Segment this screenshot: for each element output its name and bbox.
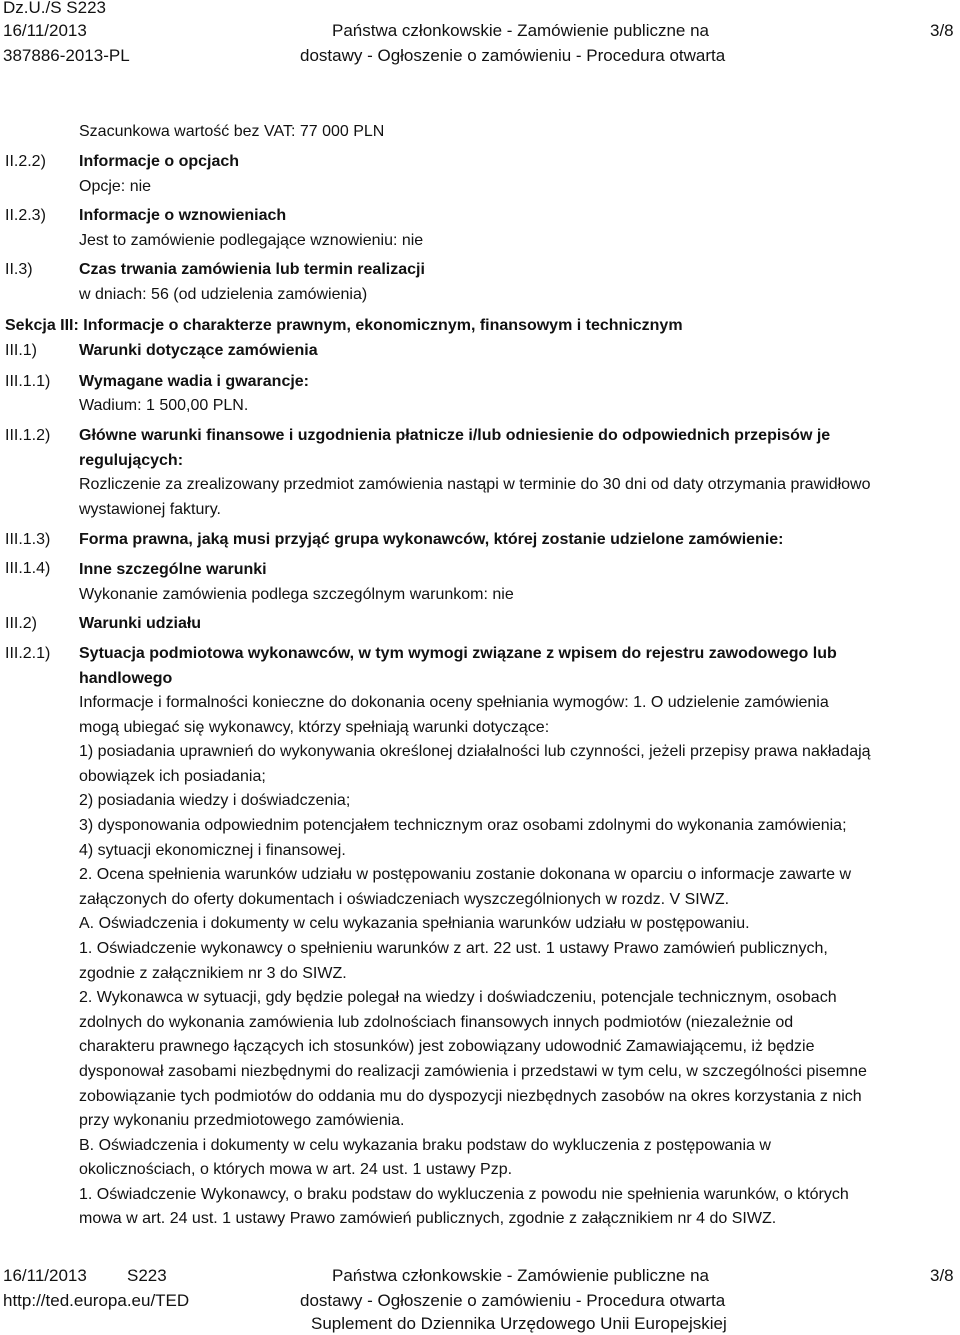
section-number: II.2.2) — [5, 153, 46, 170]
text-line: 1) posiadania uprawnień do wykonywania określonej działalności lub czynności, jeżeli przepisy prawa nakładają — [79, 743, 871, 761]
text-line: zdolnych do wykonania zamówienia lub zdolnościach finansowych innych podmiotów (niezależnie od — [79, 1013, 794, 1031]
text-line: Informacje i formalności konieczne do dokonania oceny spełniania wymogów: 1. O udzielenie zamówienia — [79, 694, 829, 711]
footer-series: S223 — [127, 1266, 167, 1285]
text-line: charakteru prawnego łączących ich stosunków) jest zobowiązany udowodnić Zamawiającemu, iż będzie — [79, 1038, 815, 1056]
estimated-value: Szacunkowa wartość bez VAT: 77 000 PLN — [79, 123, 385, 140]
special-conditions-text: Wykonanie zamówienia podlega szczególnym warunkom: nie — [79, 586, 514, 603]
section-title — [79, 642, 959, 691]
section-title: Warunki udziału — [79, 615, 202, 632]
text-line: 3) dysponowania odpowiednim potencjałem technicznym oraz osobami zdolnymi do wykonania zamówienia; — [79, 816, 847, 834]
section-number: III.1.2) — [5, 427, 51, 444]
text-line: mogą ubiegać się wykonawcy, którzy spełniają warunki dotyczące: — [79, 718, 550, 736]
text-line: A. Oświadczenia i dokumenty w celu wykazania spełniania warunków udziału w postępowaniu. — [79, 915, 750, 933]
section-title: Forma prawna, jaką musi przyjąć grupa wykonawców, której zostanie udzielone zamówienie: — [79, 531, 784, 548]
text-line: B. Oświadczenia i dokumenty w celu wykazania braku podstaw do wykluczenia z postępowania w — [79, 1136, 771, 1154]
footer-title-line1: Państwa członkowskie - Zamówienie publiczne na — [332, 1266, 710, 1285]
header-title-line2: dostawy - Ogłoszenie o zamówieniu - Procedura otwarta — [300, 46, 726, 65]
text-line: 2. Wykonawca w sytuacji, gdy będzie polegał na wiedzy i doświadczeniu, potencjale technicznym, osobach — [79, 989, 837, 1007]
section-number: III.2.1) — [5, 645, 51, 662]
text-line: dysponował zasobami niezbędnymi do realizacji zamówienia i przedstawi w tym celu, w szczególności pisemne — [79, 1062, 867, 1080]
text-line: 2) posiadania wiedzy i doświadczenia; — [79, 792, 351, 810]
text-line: wystawionej faktury. — [79, 500, 221, 518]
section-heading: Sekcja III: Informacje o charakterze prawnym, ekonomicznym, finansowym i technicznym — [5, 317, 683, 334]
participation-conditions — [79, 691, 959, 1232]
section-title: Inne szczególne warunki — [79, 561, 267, 578]
footer-title-line2: dostawy - Ogłoszenie o zamówieniu - Procedura otwarta — [300, 1291, 726, 1310]
header-page-number: 3/8 — [930, 21, 954, 40]
options-text: Opcje: nie — [79, 178, 152, 195]
payment-terms — [79, 473, 959, 522]
section-title: Informacje o wznowieniach — [79, 207, 287, 224]
text-line: 4) sytuacji ekonomicznej i finansowej. — [79, 841, 346, 859]
footer-url[interactable]: http://ted.europa.eu/TED — [3, 1291, 190, 1310]
section-title: Wymagane wadia i gwarancje: — [79, 373, 310, 390]
duration-text: w dniach: 56 (od udzielenia zamówienia) — [79, 286, 368, 303]
text-line: zobowiązanie tych podmiotów do oddania mu do dyspozycji niezbędnych zasobów na okres korzystania z nich — [79, 1087, 862, 1105]
journal-ref: Dz.U./S S223 — [3, 0, 106, 17]
header-date: 16/11/2013 — [3, 21, 87, 40]
footer-page-number: 3/8 — [930, 1266, 954, 1285]
deposit-text: Wadium: 1 500,00 PLN. — [79, 397, 249, 414]
section-number: III.1.4) — [5, 560, 51, 577]
title-line: Sytuacja podmiotowa wykonawców, w tym wymogi związane z wpisem do rejestru zawodowego lub — [79, 645, 837, 662]
title-line: handlowego — [79, 669, 173, 687]
text-line: okolicznościach, o których mowa w art. 24 ust. 1 ustawy Pzp. — [79, 1161, 513, 1179]
text-line: załączonych do oferty dokumentach i oświadczeniach wyszczególnionych w rozdz. V SIWZ. — [79, 890, 730, 908]
section-number: II.2.3) — [5, 207, 46, 224]
text-line: 1. Oświadczenie wykonawcy o spełnieniu warunków z art. 22 ust. 1 ustawy Prawo zamówień publicznych, — [79, 939, 828, 957]
section-title: Czas trwania zamówienia lub termin realizacji — [79, 261, 425, 278]
text-line: przy wykonaniu przedmiotowego zamówienia. — [79, 1112, 405, 1130]
title-line: regulujących: — [79, 451, 184, 469]
text-line: 2. Ocena spełnienia warunków udziału w postępowaniu zostanie dokonana w oparciu o informacje zawarte w — [79, 866, 851, 884]
section-title: Warunki dotyczące zamówienia — [79, 342, 318, 359]
section-title: Informacje o opcjach — [79, 153, 240, 170]
text-line: 1. Oświadczenie Wykonawcy, o braku podstaw do wykluczenia z powodu nie spełnienia warunków, o których — [79, 1185, 849, 1203]
title-line: Główne warunki finansowe i uzgodnienia płatnicze i/lub odniesienie do odpowiednich przepisów je — [79, 427, 831, 444]
section-number: III.1) — [5, 342, 38, 359]
text-line: zgodnie z załącznikiem nr 3 do SIWZ. — [79, 964, 347, 982]
section-number: III.1.3) — [5, 531, 51, 548]
section-number: II.3) — [5, 261, 33, 278]
section-title — [79, 424, 959, 473]
text-line: obowiązek ich posiadania; — [79, 767, 266, 785]
notice-number: 387886-2013-PL — [3, 46, 130, 65]
renewal-text: Jest to zamówienie podlegające wznowieniu: nie — [79, 232, 424, 249]
text-line: mowa w art. 24 ust. 1 ustawy Prawo zamówień publicznych, zgodnie z załącznikiem nr 4 do SIWZ. — [79, 1210, 777, 1228]
text-line: Rozliczenie za zrealizowany przedmiot zamówienia nastąpi w terminie do 30 dni od daty otrzymania prawidłowo — [79, 476, 871, 493]
section-number: III.1.1) — [5, 373, 51, 390]
header-title-line1: Państwa członkowskie - Zamówienie publiczne na — [332, 21, 710, 40]
footer-date: 16/11/2013 — [3, 1266, 87, 1285]
footer-supplement: Suplement do Dziennika Urzędowego Unii Europejskiej — [311, 1314, 727, 1333]
section-number: III.2) — [5, 615, 38, 632]
